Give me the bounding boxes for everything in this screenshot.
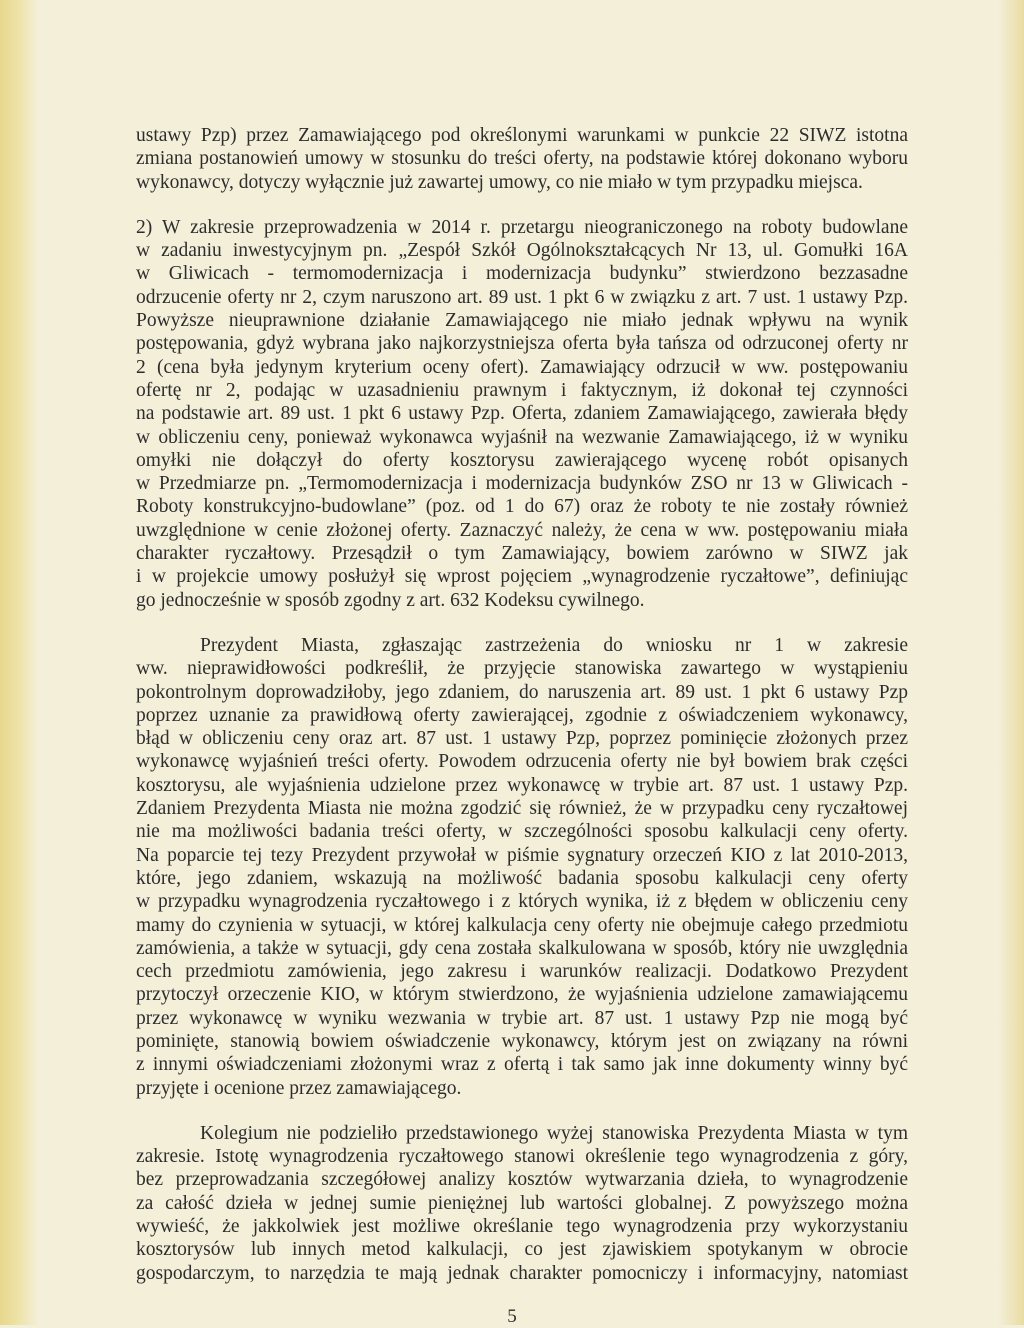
- text-line: w obliczeniu ceny, ponieważ wykonawca wyjaśnił na wezwanie Zamawiającego, iż w wyniku: [136, 426, 908, 448]
- text-line: zamówienia, a także w sytuacji, gdy cena została skalkulowana w sposób, który nie uwzględnia: [136, 937, 908, 959]
- text-line: w przypadku wynagrodzenia ryczałtowego i z których wynika, iż z błędem w obliczeniu ceny: [136, 891, 908, 913]
- text-line: za całość dzieła w jednej sumie pieniężnej lub wartości globalnej. Z powyższego można: [136, 1192, 908, 1214]
- text-line: ustawy Pzp) przez Zamawiającego pod określonymi warunkami w punkcie 22 SIWZ istotna: [136, 125, 908, 146]
- text-line: z innymi oświadczeniami złożonymi wraz z ofertą i tak samo jak inne dokumenty winny być: [136, 1054, 908, 1076]
- text-line: na podstawie art. 89 ust. 1 pkt 6 ustawy Pzp. Oferta, zdaniem Zamawiającego, zawierała błędy: [136, 403, 908, 425]
- text-line: pominięte, stanowią bowiem oświadczenie wykonawcy, którym jest on związany na równi: [136, 1030, 908, 1052]
- text-line: poprzez uznanie za prawidłową oferty zawierającej, zgodnie z oświadczeniem wykonawcy,: [136, 704, 908, 726]
- text-line: omyłki nie dołączył do oferty kosztorysu zawierającego wycenę robót opisanych: [136, 449, 908, 471]
- text-line: gospodarczym, to narzędzia te mają jednak charakter pomocniczy i informacyjny, natomiast: [136, 1262, 908, 1284]
- text-line: postępowania, gdyż wybrana jako najkorzystniejsza oferta była tańsza od odrzuconej oferty nr: [136, 333, 908, 355]
- text-line: pokontrolnym doprowadziłoby, jego zdaniem, do naruszenia art. 89 ust. 1 pkt 6 ustawy Pzp: [136, 681, 908, 703]
- text-line: zmiana postanowień umowy w stosunku do treści oferty, na podstawie której dokonano wyboru: [136, 148, 908, 170]
- text-line: charakter ryczałtowy. Przesądził o tym Zamawiający, bowiem zarówno w SIWZ jak: [136, 543, 908, 565]
- paragraph-2: [136, 216, 908, 612]
- text-line: go jednocześnie w sposób zgodny z art. 632 Kodeksu cywilnego.: [136, 589, 645, 611]
- text-line: Prezydent Miasta, zgłaszając zastrzeżenia do wniosku nr 1 w zakresie: [200, 634, 908, 656]
- text-line: cech przedmiotu zamówienia, jego zakresu i warunków realizacji. Dodatkowo Prezydent: [136, 961, 908, 983]
- document-page: [136, 124, 908, 1285]
- text-line: nie ma możliwości badania treści oferty, w szczególności sposobu kalkulacji ceny oferty.: [136, 821, 908, 843]
- text-line: ofertę nr 2, podając w uzasadnieniu prawnym i faktycznym, iż dokonał tej czynności: [136, 379, 908, 401]
- text-line: kosztorysu, ale wyjaśnienia udzielone przez wykonawcę w trybie art. 87 ust. 1 ustawy Pzp.: [136, 774, 908, 796]
- text-line: kosztorysów lub innych metod kalkulacji, co jest zjawiskiem spotykanym w obrocie: [136, 1239, 908, 1261]
- text-line: wykonawcy, dotyczy wyłącznie już zawartej umowy, co nie miało w tym przypadku miejsca.: [136, 171, 863, 193]
- text-line: odrzucenie oferty nr 2, czym naruszono art. 89 ust. 1 pkt 6 w związku z art. 7 ust. 1 ustawy Pzp.: [136, 286, 908, 308]
- text-line: przez wykonawcę w wyniku wezwania w trybie art. 87 ust. 1 ustawy Pzp nie mogą być: [136, 1007, 908, 1029]
- text-line: Powyższe nieuprawnione działanie Zamawiającego nie miało jednak wpływu na wynik: [136, 310, 908, 332]
- text-line: przyjęte i ocenione przez zamawiającego.: [136, 1077, 462, 1099]
- scan-edge-left: [0, 0, 38, 1325]
- text-line: bez przeprowadzania szczegółowej analizy kosztów wytwarzania dzieła, to wynagrodzenie: [136, 1169, 908, 1191]
- text-line: Roboty konstrukcyjno-budowlane” (poz. od 1 do 67) oraz że roboty te nie zostały również: [136, 496, 908, 518]
- text-line: uwzględnione w cenie złożonej oferty. Zaznaczyć należy, że cena w ww. postępowaniu miała: [136, 519, 908, 541]
- text-line: Na poparcie tej tezy Prezydent przywołał w piśmie sygnatury orzeczeń KIO z lat 2010-2013,: [136, 844, 908, 866]
- text-line: błąd w obliczeniu ceny oraz art. 87 ust. 1 ustawy Pzp, poprzez pominięcie złożonych przez: [136, 728, 908, 750]
- text-line: w Przedmiarze pn. „Termomodernizacja i modernizacja budynków ZSO nr 13 w Gliwicach -: [136, 473, 908, 495]
- text-line: i w projekcie umowy posłużył się wprost pojęciem „wynagrodzenie ryczałtowe”, definiując: [136, 566, 908, 588]
- scan-edge-right: [998, 0, 1024, 1325]
- text-line: które, jego zdaniem, wskazują na możliwość badania sposobu kalkulacji ceny oferty: [136, 867, 908, 889]
- text-line: mamy do czynienia w sytuacji, w której kalkulacja ceny oferty nie obejmuje całego przedmiotu: [136, 914, 908, 936]
- text-line: wywieść, że jakkolwiek jest możliwe określanie tego wynagrodzenia przy wykorzystaniu: [136, 1216, 908, 1238]
- page-number: 5: [507, 1306, 517, 1327]
- paragraph-4: [136, 1122, 908, 1285]
- text-line: Kolegium nie podzieliło przedstawionego wyżej stanowiska Prezydenta Miasta w tym: [200, 1122, 908, 1144]
- text-line: przytoczył orzeczenie KIO, w którym stwierdzono, że wyjaśnienia udzielone zamawiającemu: [136, 984, 908, 1006]
- paragraph-1: [136, 124, 908, 194]
- text-line: zakresie. Istotę wynagrodzenia ryczałtowego stanowi określenie tego wynagrodzenia z góry,: [136, 1146, 908, 1168]
- text-line: ww. nieprawidłowości podkreślił, że przyjęcie stanowiska zawartego w wystąpieniu: [136, 658, 908, 680]
- text-line: w zadaniu inwestycyjnym pn. „Zespół Szkół Ogólnokształcących Nr 13, ul. Gomułki 16A: [136, 240, 908, 262]
- paragraph-3: [136, 634, 908, 1100]
- text-line: 2 (cena była jedynym kryterium oceny ofert). Zamawiający odrzucił w ww. postępowaniu: [136, 356, 908, 378]
- text-line: Zdaniem Prezydenta Miasta nie można zgodzić się również, że w przypadku ceny ryczałtowej: [136, 798, 908, 820]
- text-line: wykonawcę wyjaśnień treści oferty. Powodem odrzucenia oferty nie był bowiem brak części: [136, 751, 908, 773]
- text-line: w Gliwicach - termomodernizacja i modernizacja budynku” stwierdzono bezzasadne: [136, 263, 908, 285]
- text-line: 2) W zakresie przeprowadzenia w 2014 r. przetargu nieograniczonego na roboty budowlane: [136, 216, 908, 238]
